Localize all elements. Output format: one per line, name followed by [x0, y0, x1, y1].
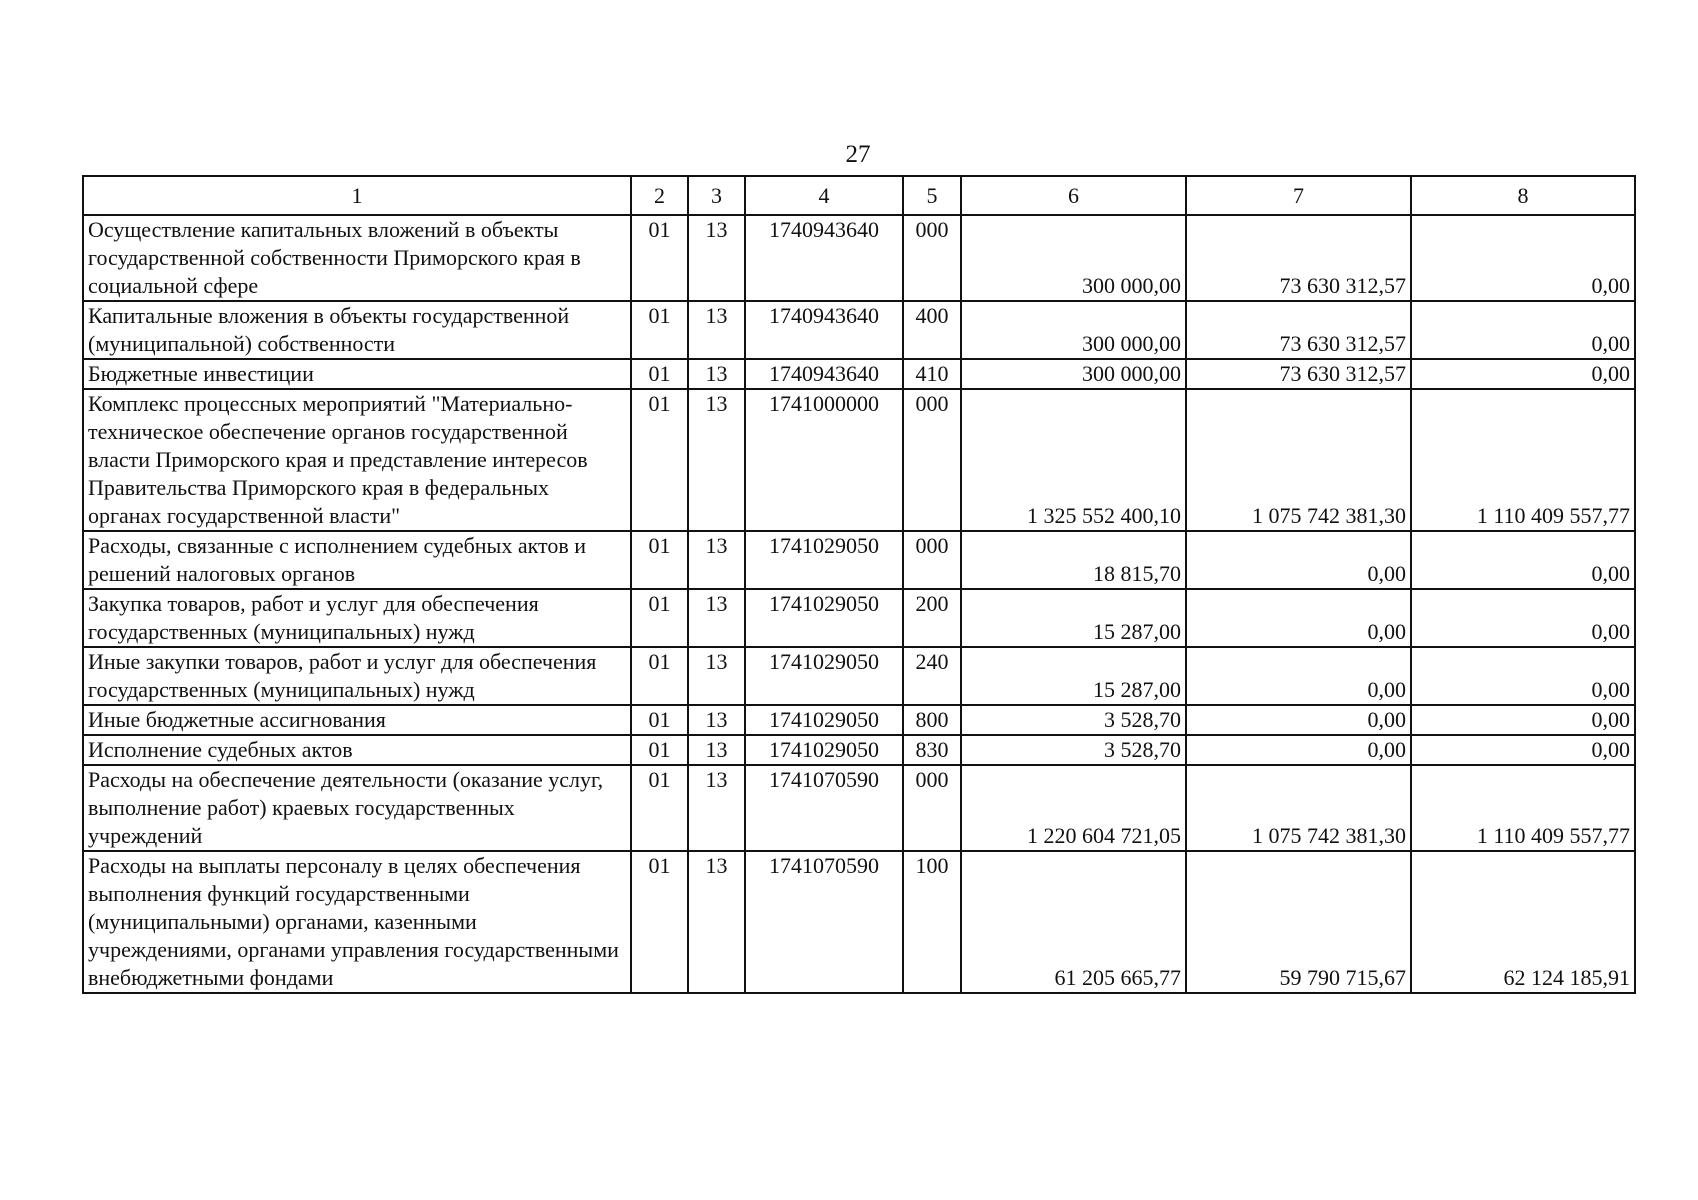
row-subsection-cell: 13: [688, 765, 745, 851]
row-name-cell: Осуществление капитальных вложений в объекты государственной собственности Приморского края в социальной сфере: [83, 215, 631, 301]
page-number: 27: [845, 141, 871, 168]
row-amount-col6-cell: 1 325 552 400,10: [961, 389, 1186, 531]
row-amount-col8-cell: 1 110 409 557,77: [1411, 389, 1635, 531]
row-amount-col7-cell: 59 790 715,67: [1186, 851, 1411, 993]
column-header-1: 1: [83, 176, 631, 215]
row-name-cell: Закупка товаров, работ и услуг для обеспечения государственных (муниципальных) нужд: [83, 589, 631, 647]
row-amount-col7-cell: 73 630 312,57: [1186, 301, 1411, 359]
row-subsection-cell: 13: [688, 589, 745, 647]
row-name-cell: Бюджетные инвестиции: [83, 359, 631, 389]
column-header-3: 3: [688, 176, 745, 215]
row-section-cell: 01: [631, 705, 688, 735]
row-expense-type-cell: 100: [903, 851, 961, 993]
row-expense-type-cell: 000: [903, 765, 961, 851]
table-row: [83, 589, 1635, 647]
row-amount-col8-cell: 0,00: [1411, 215, 1635, 301]
row-target-article-cell: 1741029050: [745, 589, 903, 647]
row-amount-col7-cell: 1 075 742 381,30: [1186, 389, 1411, 531]
row-expense-type-cell: 200: [903, 589, 961, 647]
row-amount-col7-cell: 0,00: [1186, 589, 1411, 647]
row-section-cell: 01: [631, 735, 688, 765]
row-subsection-cell: 13: [688, 389, 745, 531]
row-subsection-cell: 13: [688, 851, 745, 993]
row-target-article-cell: 1740943640: [745, 359, 903, 389]
row-subsection-cell: 13: [688, 735, 745, 765]
row-amount-col6-cell: 15 287,00: [961, 647, 1186, 705]
table-row: [83, 359, 1635, 389]
row-name-cell: Иные бюджетные ассигнования: [83, 705, 631, 735]
row-amount-col6-cell: 300 000,00: [961, 215, 1186, 301]
table-row: [83, 765, 1635, 851]
row-target-article-cell: 1741029050: [745, 531, 903, 589]
row-expense-type-cell: 400: [903, 301, 961, 359]
row-section-cell: 01: [631, 359, 688, 389]
row-amount-col7-cell: 73 630 312,57: [1186, 359, 1411, 389]
row-subsection-cell: 13: [688, 301, 745, 359]
row-amount-col6-cell: 300 000,00: [961, 359, 1186, 389]
row-section-cell: 01: [631, 215, 688, 301]
table-row: [83, 531, 1635, 589]
row-section-cell: 01: [631, 389, 688, 531]
row-amount-col8-cell: 62 124 185,91: [1411, 851, 1635, 993]
row-amount-col6-cell: 300 000,00: [961, 301, 1186, 359]
column-header-5: 5: [903, 176, 961, 215]
row-amount-col6-cell: 15 287,00: [961, 589, 1186, 647]
row-target-article-cell: 1741029050: [745, 735, 903, 765]
row-target-article-cell: 1741029050: [745, 647, 903, 705]
column-header-7: 7: [1186, 176, 1411, 215]
row-amount-col6-cell: 1 220 604 721,05: [961, 765, 1186, 851]
row-section-cell: 01: [631, 765, 688, 851]
table-row: [83, 735, 1635, 765]
row-expense-type-cell: 000: [903, 215, 961, 301]
table-row: [83, 389, 1635, 531]
table-row: [83, 705, 1635, 735]
header-row: [83, 176, 1635, 215]
row-name-cell: Капитальные вложения в объекты государственной (муниципальной) собственности: [83, 301, 631, 359]
row-amount-col6-cell: 3 528,70: [961, 735, 1186, 765]
row-target-article-cell: 1741029050: [745, 705, 903, 735]
row-expense-type-cell: 830: [903, 735, 961, 765]
row-amount-col8-cell: 0,00: [1411, 531, 1635, 589]
row-expense-type-cell: 410: [903, 359, 961, 389]
row-target-article-cell: 1740943640: [745, 215, 903, 301]
row-subsection-cell: 13: [688, 647, 745, 705]
row-name-cell: Исполнение судебных актов: [83, 735, 631, 765]
table-row: [83, 851, 1635, 993]
row-amount-col6-cell: 61 205 665,77: [961, 851, 1186, 993]
budget-table: [82, 175, 1636, 994]
row-section-cell: 01: [631, 851, 688, 993]
row-name-cell: Иные закупки товаров, работ и услуг для обеспечения государственных (муниципальных) нужд: [83, 647, 631, 705]
row-section-cell: 01: [631, 647, 688, 705]
column-header-2: 2: [631, 176, 688, 215]
column-header-4: 4: [745, 176, 903, 215]
row-name-cell: Расходы на обеспечение деятельности (оказание услуг, выполнение работ) краевых государственных учреждений: [83, 765, 631, 851]
row-amount-col8-cell: 0,00: [1411, 301, 1635, 359]
row-amount-col7-cell: 0,00: [1186, 735, 1411, 765]
table-row: [83, 301, 1635, 359]
row-name-cell: Расходы на выплаты персоналу в целях обеспечения выполнения функций государственными (муниципальными) органами, казенными учреждениями, органами управления государственными внебюджетными фондами: [83, 851, 631, 993]
row-amount-col8-cell: 0,00: [1411, 359, 1635, 389]
table-body: [83, 215, 1635, 993]
row-amount-col6-cell: 18 815,70: [961, 531, 1186, 589]
row-amount-col8-cell: 0,00: [1411, 705, 1635, 735]
column-header-8: 8: [1411, 176, 1635, 215]
row-amount-col8-cell: 1 110 409 557,77: [1411, 765, 1635, 851]
row-amount-col8-cell: 0,00: [1411, 647, 1635, 705]
row-section-cell: 01: [631, 531, 688, 589]
row-subsection-cell: 13: [688, 531, 745, 589]
row-expense-type-cell: 240: [903, 647, 961, 705]
row-section-cell: 01: [631, 589, 688, 647]
row-expense-type-cell: 800: [903, 705, 961, 735]
table-row: [83, 215, 1635, 301]
row-amount-col7-cell: 0,00: [1186, 705, 1411, 735]
row-amount-col6-cell: 3 528,70: [961, 705, 1186, 735]
table-row: [83, 647, 1635, 705]
row-subsection-cell: 13: [688, 705, 745, 735]
row-subsection-cell: 13: [688, 359, 745, 389]
row-name-cell: Расходы, связанные с исполнением судебных актов и решений налоговых органов: [83, 531, 631, 589]
row-amount-col7-cell: 0,00: [1186, 531, 1411, 589]
row-amount-col8-cell: 0,00: [1411, 589, 1635, 647]
row-section-cell: 01: [631, 301, 688, 359]
column-header-6: 6: [961, 176, 1186, 215]
row-amount-col8-cell: 0,00: [1411, 735, 1635, 765]
row-target-article-cell: 1741000000: [745, 389, 903, 531]
row-amount-col7-cell: 73 630 312,57: [1186, 215, 1411, 301]
row-amount-col7-cell: 1 075 742 381,30: [1186, 765, 1411, 851]
row-expense-type-cell: 000: [903, 389, 961, 531]
row-subsection-cell: 13: [688, 215, 745, 301]
row-target-article-cell: 1741070590: [745, 765, 903, 851]
row-target-article-cell: 1741070590: [745, 851, 903, 993]
row-amount-col7-cell: 0,00: [1186, 647, 1411, 705]
row-target-article-cell: 1740943640: [745, 301, 903, 359]
row-expense-type-cell: 000: [903, 531, 961, 589]
row-name-cell: Комплекс процессных мероприятий "Материально-техническое обеспечение органов государственной власти Приморского края и представление интересов Правительства Приморского края в федеральных органах государственной власти": [83, 389, 631, 531]
